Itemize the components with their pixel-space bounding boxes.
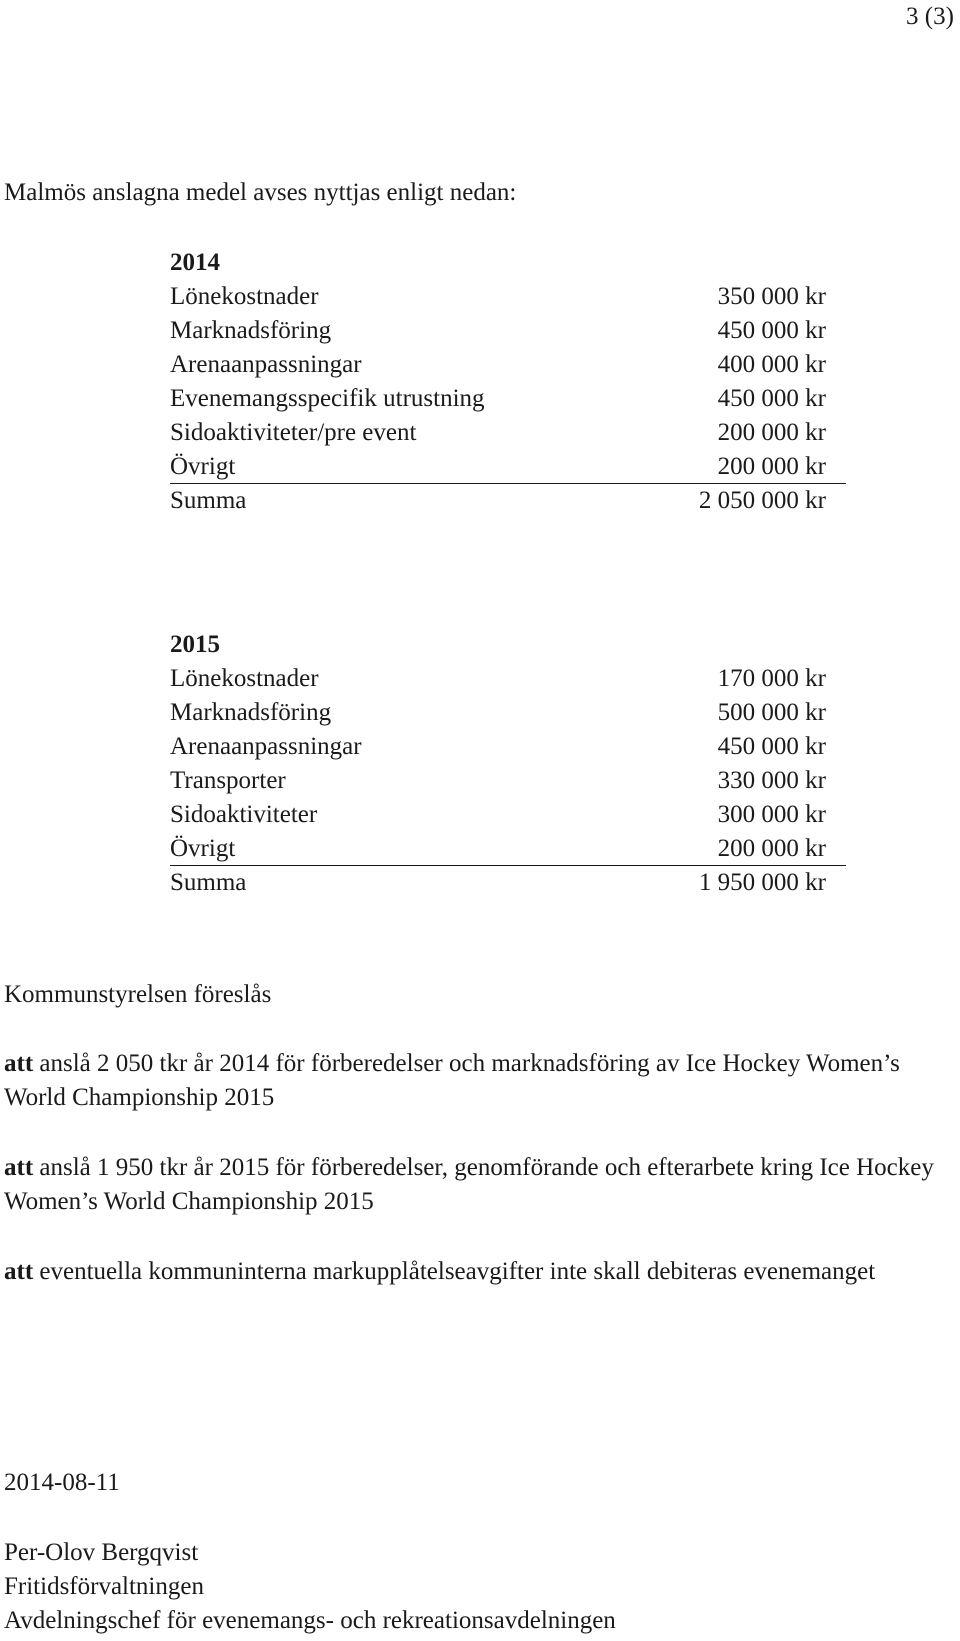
- budget-amount: 330 000 kr: [717, 767, 826, 794]
- budget-label: Arenaanpassningar: [170, 733, 362, 760]
- budget-row: [170, 662, 846, 696]
- budget-total-amount: 1 950 000 kr: [698, 869, 826, 896]
- budget-row: [170, 696, 846, 730]
- intro-text: Malmös anslagna medel avses nyttjas enligt nedan:: [4, 179, 517, 206]
- budget-year: 2015: [170, 631, 220, 658]
- budget-amount: 450 000 kr: [717, 317, 826, 344]
- budget-label: Evenemangsspecifik utrustning: [170, 385, 485, 412]
- budget-row: [170, 280, 846, 314]
- budget-label: Marknadsföring: [170, 699, 332, 726]
- budget-label: Övrigt: [170, 453, 236, 480]
- budget-amount: 350 000 kr: [717, 283, 826, 310]
- proposal-text: anslå 1 950 tkr år 2015 för förberedelser, genomförande och efterarbete kring Ice Hockey Women’s World Championship 2015: [4, 1154, 934, 1215]
- proposal-text: eventuella kommuninterna markupplåtelseavgifter inte skall debiteras evenemanget: [33, 1258, 876, 1285]
- page-number: 3 (3): [906, 3, 954, 30]
- budget-label: Marknadsföring: [170, 317, 332, 344]
- proposal-heading: Kommunstyrelsen föreslås: [4, 981, 272, 1008]
- budget-year: 2014: [170, 249, 220, 276]
- budget-label: Transporter: [170, 767, 286, 794]
- budget-row: [170, 730, 846, 764]
- budget-label: Arenaanpassningar: [170, 351, 362, 378]
- budget-row: [170, 798, 846, 832]
- budget-label: Sidoaktiviteter/pre event: [170, 419, 417, 446]
- budget-amount: 450 000 kr: [717, 733, 826, 760]
- budget-total-row: [170, 866, 846, 900]
- budget-label: Sidoaktiviteter: [170, 801, 318, 828]
- budget-row: [170, 314, 846, 348]
- budget-amount: 200 000 kr: [717, 419, 826, 446]
- budget-label: Lönekostnader: [170, 665, 319, 692]
- signature-title: Avdelningschef för evenemangs- och rekreationsavdelningen: [4, 1607, 616, 1634]
- budget-amount: 200 000 kr: [717, 453, 826, 480]
- document-date: 2014-08-11: [4, 1469, 120, 1496]
- budget-label: Övrigt: [170, 835, 236, 862]
- signature-department: Fritidsförvaltningen: [4, 1573, 204, 1600]
- proposal-keyword: att: [4, 1050, 34, 1077]
- proposal-keyword: att: [4, 1154, 34, 1181]
- proposal-keyword: att: [4, 1258, 34, 1285]
- budget-amount: 200 000 kr: [717, 835, 826, 862]
- budget-row: [170, 348, 846, 382]
- budget-label: Lönekostnader: [170, 283, 319, 310]
- proposal-paragraph: [4, 1151, 954, 1219]
- budget-amount: 500 000 kr: [717, 699, 826, 726]
- budget-row: [170, 450, 846, 484]
- budget-total-label: Summa: [170, 869, 247, 896]
- budget-amount: 450 000 kr: [717, 385, 826, 412]
- budget-total-label: Summa: [170, 487, 247, 514]
- budget-2015: [170, 628, 846, 900]
- budget-amount: 400 000 kr: [717, 351, 826, 378]
- proposal-paragraph: [4, 1047, 954, 1115]
- budget-row: [170, 382, 846, 416]
- budget-2014: [170, 246, 846, 518]
- proposal-paragraph: [4, 1255, 954, 1289]
- budget-total-row: [170, 484, 846, 518]
- budget-row: [170, 764, 846, 798]
- budget-total-amount: 2 050 000 kr: [698, 487, 826, 514]
- proposal-text: anslå 2 050 tkr år 2014 för förberedelser och marknadsföring av Ice Hockey Women’s World Championship 2015: [4, 1050, 900, 1111]
- budget-amount: 300 000 kr: [717, 801, 826, 828]
- budget-row: [170, 416, 846, 450]
- signature-name: Per-Olov Bergqvist: [4, 1539, 199, 1566]
- budget-row: [170, 832, 846, 866]
- budget-amount: 170 000 kr: [717, 665, 826, 692]
